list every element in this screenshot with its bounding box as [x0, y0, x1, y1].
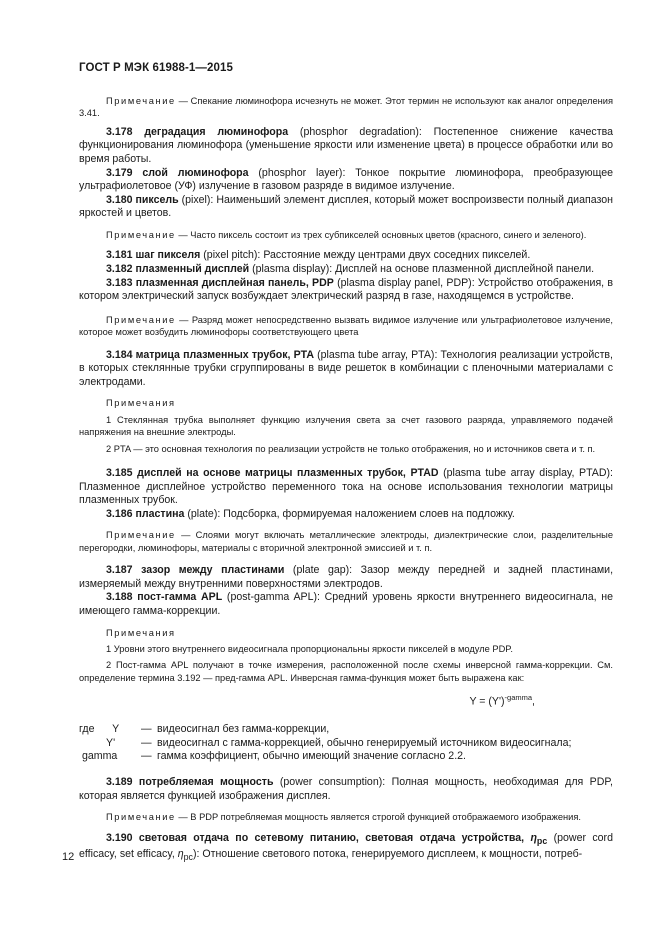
note-item: 2 PTA — это основная технология по реализации устройств не только отображения, но и источников света и т. п. — [106, 443, 596, 454]
term-name: плазменная дисплейная панель, PDP — [135, 276, 334, 289]
term-entry-3180: 3.180 пиксель (pixel): Наименьший элемент дисплея, который может воспроизвести полный диапазон яркостей и цветов. — [79, 193, 613, 220]
notes-label: Примечания — [106, 627, 176, 638]
note-label: Примечание — [106, 530, 176, 541]
term-name: шаг пикселя — [135, 249, 201, 262]
term-name: световая отдача по сетевому питанию, световая отдача устройства, — [138, 831, 525, 844]
term-name: дисплей на основе матрицы плазменных трубок, PTAD — [137, 466, 439, 479]
formula: $Y = (Y')^{-gamma}$, — [469, 693, 535, 708]
term-entry-3184: 3.184 матрица плазменных трубок, PTA (plasma tube array, PTA): Технология реализации устройств, в которых стеклянные трубки сгруппированы в виде решеток в комбинации с пленочными материалами с электродами. — [79, 348, 613, 388]
definition-row: где Y — видеосигнал без гамма-коррекции, — [79, 723, 330, 736]
notes-label: Примечания — [106, 398, 176, 409]
note: Примечание — Слоями могут включать металлические электроды, диэлектрические слои, разделительные перегородки, люминофоры, материалы с вторичной электронной эмиссией и т. п. — [79, 530, 613, 553]
note-label: Примечание — [106, 314, 176, 325]
note: Примечание — Часто пиксель состоит из трех субпикселей основных цветов (красного, синего и зеленого). — [106, 229, 587, 240]
term-entry-3189: 3.189 потребляемая мощность (power consumption): Полная мощность, необходимая для PDP, которая является функцией изображения дисплея. — [79, 776, 613, 802]
term-entry-3188: 3.188 пост-гамма APL (post-gamma APL): Средний уровень яркости внутреннего видеосигнала, не имеющего гамма-коррекции. — [79, 591, 613, 617]
page-header: ГОСТ Р МЭК 61988-1—2015 — [79, 62, 233, 74]
page-number: 12 — [62, 851, 75, 863]
term-name: пластина — [135, 507, 185, 520]
definition-row: gamma — гамма коэффициент, обычно имеющий значение согласно 2.2. — [82, 750, 466, 763]
term-name: деградация люминофора — [144, 125, 289, 138]
note: Примечание — Спекание люминофора исчезнуть не может. Этот термин не используют как аналог определения 3.41. — [79, 96, 613, 119]
term-entry-3183: 3.183 плазменная дисплейная панель, PDP (plasma display panel, PDP): Устройство отображения, в котором электрический запуск возбуждает электрический разряд в газе, находящемся в устройстве. — [79, 276, 614, 303]
term-entry-3190: 3.190 световая отдача по сетевому питанию, световая отдача устройства, $\eta_{pc}$ (power cord efficacy, set efficacy, $\eta_{pc}$): Отношение светового потока, генерируемого дисплеем, к мощности, потреб- — [79, 831, 613, 863]
term-name: плазменный дисплей — [135, 262, 250, 275]
definition-row: Y' — видеосигнал с гамма-коррекцией, обычно генерируемый источником видеосигнала; — [106, 736, 572, 749]
term-name: матрица плазменных трубок, PTA — [135, 348, 315, 361]
term-entry-3182: 3.182 плазменный дисплей (plasma display): Дисплей на основе плазменной дисплейной панели. — [106, 262, 595, 275]
note-label: Примечание — [106, 96, 176, 106]
term-entry-3178: 3.178 деградация люминофора (phosphor degradation): Постепенное снижение качества функционирования люминофора (уменьшение яркости или изменение цвета) в процессе обработки или во время работы. — [79, 125, 613, 165]
term-name: пиксель — [135, 193, 179, 206]
note: Примечание — Разряд может непосредственно вызвать видимое излучение или ультрафиолетовое излучение, которое может возбудить люминофоры соответствующего цвета — [79, 314, 613, 338]
note-label: Примечание — [106, 812, 176, 823]
page-body — [79, 95, 613, 865]
term-entry-3187: 3.187 зазор между пластинами (plate gap): Зазор между передней и задней пластинами, измеряемый между внутренними поверхностями электродов. — [79, 564, 614, 590]
term-entry-3179: 3.179 слой люминофора (phosphor layer): Тонкое покрытие люминофора, преобразующее ультрафиолетовое (УФ) излучение в газовом разряде в видимое излучение. — [79, 166, 613, 193]
term-entry-3186: 3.186 пластина (plate): Подсборка, формируемая наложением слоев на подложку. — [106, 507, 515, 520]
term-name: слой люминофора — [142, 166, 249, 179]
term-entry-3185: 3.185 дисплей на основе матрицы плазменных трубок, PTAD (plasma tube array display, PTAD): Плазменное дисплейное устройство переменного тока на основе использования технологии матрицы плазменных трубок. — [79, 466, 613, 507]
note-item: 1 Уровни этого внутреннего видеосигнала пропорциональны яркости пикселей в модуле PDP. — [106, 643, 513, 654]
note-item: 2 Пост-гамма APL получают в точке измерения, расположенной после схемы инверсной гамма-коррекции. См. определение термина 3.192 — пред-гамма APL. Инверсная гамма-функция может быть выражена как: — [79, 660, 613, 683]
note: Примечание — В PDP потребляемая мощность является строгой функцией отображаемого изображения. — [106, 812, 581, 823]
term-name: зазор между пластинами — [141, 564, 285, 577]
note-item: 1 Стеклянная трубка выполняет функцию излучения света за счет газового разряда, управляемого подачей напряжения на внешние электроды. — [79, 414, 613, 438]
term-name: пост-гамма APL — [137, 591, 223, 604]
term-name: потребляемая мощность — [138, 776, 274, 789]
note-label: Примечание — [106, 229, 176, 240]
term-entry-3181: 3.181 шаг пикселя (pixel pitch): Расстояние между центрами двух соседних пикселей. — [106, 249, 531, 262]
variable-definitions — [79, 723, 613, 764]
